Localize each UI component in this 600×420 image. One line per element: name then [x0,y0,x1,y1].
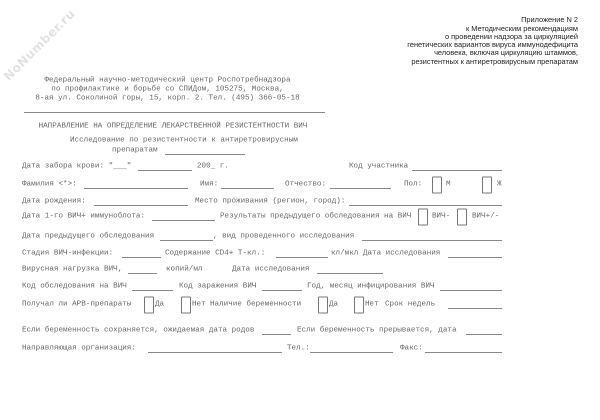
birth-date-label: Дата рождения: [22,197,86,206]
termination-date-field[interactable] [466,334,502,335]
cd4-date-field[interactable] [448,257,502,258]
name-label: Имя: [200,180,219,189]
arv-no-checkbox[interactable] [181,297,191,314]
residence-label: Место проживания (регион, город): [195,197,346,206]
subtitle: Исследование по резистентности к антиретровирусным [70,136,298,145]
preg-kept-label: Если беременность сохраняется, ожидаемая дата родов [22,326,255,335]
org-line: Федеральный научно-методический центр Роспотребнадзора [44,76,291,85]
arv-no-label: Нет [192,300,206,309]
stage-label: Стадия ВИЧ-инфекции: [22,249,114,258]
pregnancy-yes-checkbox[interactable] [318,297,328,314]
name-field[interactable] [221,188,274,189]
blood-date-field[interactable] [138,170,192,171]
fax-label: Факс: [400,344,423,353]
sex-male-checkbox[interactable] [432,177,442,194]
pregnancy-no-label: Нет [365,300,379,309]
patronymic-label: Отчество: [285,180,327,189]
phone-label: Тел.: [287,344,310,353]
appendix-line: резистентных к антиретровирусным препаратам [411,57,578,66]
hiv-posneg-label: ВИЧ+/- [472,212,500,221]
weeks-field[interactable] [448,308,502,309]
female-label: Ж [497,180,502,189]
surname-field[interactable] [84,188,188,189]
appendix-line: генетических вариантов вируса иммунодефицита [407,40,578,49]
preg-ended-label: Если беременность прерывается, дата [297,326,457,335]
appendix-line: к Методическим рекомендациям [465,24,578,33]
cd4-unit-label: кл/мкл Дата исследования [331,249,441,258]
referring-org-field[interactable] [148,352,282,353]
study-date-field[interactable] [317,273,383,274]
pregnancy-label: Наличие беременности [210,300,302,309]
infection-year-field[interactable] [440,290,502,291]
prev-date-label: Дата предыдущего обследования [22,232,155,241]
exam-code-label: Код обследования на ВИЧ [22,282,127,291]
first-blot-field[interactable] [152,220,215,221]
cd4-label: Содержание CD4+ Т-кл.: [165,249,266,258]
arv-yes-label: Да [155,300,165,309]
fax-field[interactable] [425,352,502,353]
participant-code-field[interactable] [412,170,502,171]
residence-field[interactable] [349,205,502,206]
study-type-label: , вид проведенного исследования [213,232,355,241]
year-label: 200_ г. [197,162,229,171]
viral-unit-label: копий/мл [166,265,203,274]
appendix-line: Приложение N 2 [521,15,578,24]
blood-date-label: Дата забора крови: "___" [22,162,132,171]
exam-code-field[interactable] [132,290,173,291]
patronymic-field[interactable] [330,188,391,189]
infection-code-field[interactable] [262,290,302,291]
first-blot-label: Дата 1-го ВИЧ+ иммуноблота: [22,212,146,221]
participant-code-label: Код участника [349,162,409,171]
viral-load-field[interactable] [128,273,157,274]
referring-org-label: Направляющая организация: [22,344,136,353]
stage-field[interactable] [122,257,161,258]
hiv-neg-label: ВИЧ- [432,212,451,221]
prev-date-field[interactable] [160,240,213,241]
male-label: М [446,180,451,189]
org-line: 8-ая ул. Соколиной горы, 15, корп. 2. Тел. (495) 366-05-18 [35,94,300,103]
appendix-line: о проведении надзора за циркуляцией [445,32,578,41]
study-date-label: Дата исследования [232,265,310,274]
due-date-field[interactable] [262,334,291,335]
weeks-label: Срок недель [385,300,436,309]
surname-label: Фамилия <*>: [22,180,77,189]
phone-field[interactable] [310,352,393,353]
hiv-neg-checkbox[interactable] [418,209,428,226]
watermark: NoNumber.ru [0,6,78,84]
org-line: по профилактике и борьбе со СПИДом, 105275, Москва, [51,85,284,94]
study-type-field[interactable] [362,240,502,241]
sex-label: Пол: [404,180,423,189]
arv-label: Получал ли АРВ-препараты [22,300,132,309]
appendix-line: человека, включая циркуляцию штаммов, [434,48,578,57]
prev-results-label: Результаты предыдущего обследования на ВИЧ [220,212,412,221]
viral-load-label: Вирусная нагрузка ВИЧ, [22,265,123,274]
drugs-field[interactable] [165,154,245,155]
pregnancy-yes-label: Да [329,300,339,309]
subtitle: препаратам [112,146,158,155]
infection-year-label: Год, месяц инфицирования ВИЧ [307,282,435,291]
infection-code-label: Код заражения ВИЧ [179,282,257,291]
arv-yes-checkbox[interactable] [144,297,154,314]
divider [24,112,325,113]
cd4-field[interactable] [276,257,328,258]
sex-female-checkbox[interactable] [482,177,492,194]
pregnancy-no-checkbox[interactable] [354,297,364,314]
birth-date-field[interactable] [94,205,188,206]
document-title: НАПРАВЛЕНИЕ НА ОПРЕДЕЛЕНИЕ ЛЕКАРСТВЕННОЙ РЕЗИСТЕНТНОСТИ ВИЧ [38,122,308,131]
hiv-posneg-checkbox[interactable] [457,209,467,226]
